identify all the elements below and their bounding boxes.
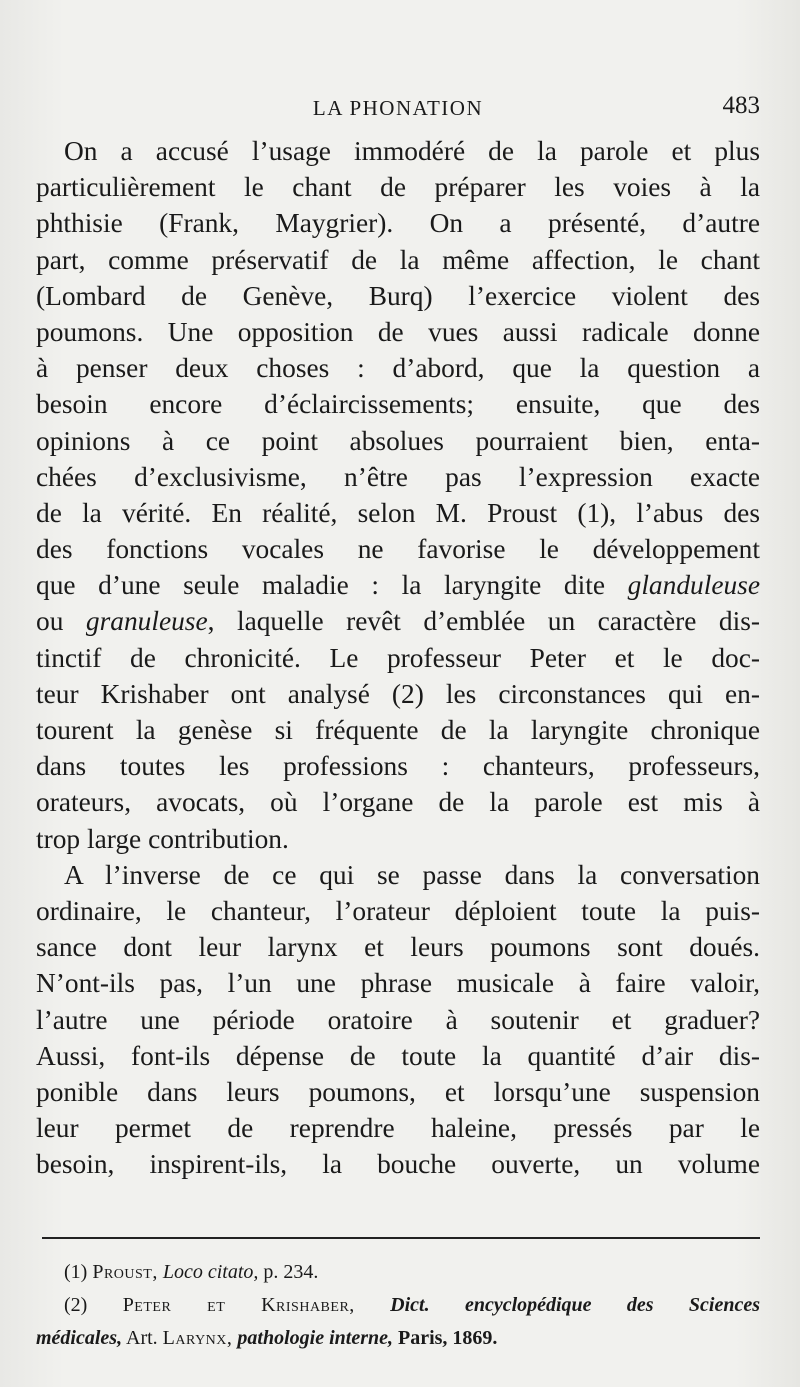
footnote-1 (36, 1256, 760, 1289)
text-line: de la vérité. En réalité, selon M. Proust (1), l’abus des (36, 497, 760, 528)
text-line: teur Krishaber ont analysé (2) les circonstances qui en- (36, 678, 760, 709)
text-line: ordinaire, le chanteur, l’orateur déploient toute la puis- (36, 895, 760, 926)
text-line: poumons. Une opposition de vues aussi radicale donne (36, 316, 760, 347)
footnote-2-place-year: Paris, 1869. (397, 1327, 498, 1349)
footnote-1-work: Loco citato, (162, 1261, 259, 1283)
text-line: leur permet de reprendre haleine, pressés par le (36, 1113, 760, 1144)
footnote-2-continued (36, 1322, 760, 1355)
body-text (36, 133, 760, 1182)
text-line: opinions à ce point absolues pourraient bien, enta- (36, 425, 760, 456)
page-header (36, 92, 760, 124)
running-title: LA PHONATION (312, 96, 484, 120)
footnote-2-authors: Peter et Krishaber, (122, 1294, 355, 1316)
text-line: On a accusé l’usage immodéré de la parole et plus (64, 136, 760, 166)
text-line: besoin encore d’éclaircissements; ensuite, que des (36, 389, 760, 420)
text-line: à penser deux choses : d’abord, que la question a (36, 353, 760, 384)
text-line: Aussi, font-ils dépense de toute la quantité d’air dis- (36, 1040, 760, 1071)
text-line: particulièrement le chant de préparer les voies à la (36, 172, 760, 203)
text-line: ou granuleuse, laquelle revêt d’emblée un caractère dis- (36, 606, 760, 637)
text-line: besoin, inspirent-ils, la bouche ouverte, un volume (36, 1149, 760, 1180)
text-line: ponible dans leurs poumons, et lorsqu’une suspension (36, 1076, 760, 1107)
text-line: chées d’exclusivisme, n’être pas l’expression exacte (36, 461, 760, 492)
text-line: orateurs, avocats, où l’organe de la parole est mis à (36, 787, 760, 818)
footnote-2 (36, 1289, 760, 1322)
footnote-2-work-cont: médicales, (36, 1327, 123, 1349)
footnote-2-section: pathologie interne, (237, 1327, 393, 1349)
text-line: l’autre une période oratoire à soutenir et graduer? (36, 1004, 760, 1035)
text-line: phthisie (Frank, Maygrier). On a présenté, d’autre (36, 208, 760, 239)
text-line: part, comme préservatif de la même affection, le chant (36, 244, 760, 275)
text-line: que d’une seule maladie : la laryngite dite glanduleuse (36, 570, 760, 601)
footnote-2-art: Art. (126, 1327, 158, 1349)
footnote-2-mark: (2) (64, 1294, 88, 1316)
text-line: des fonctions vocales ne favorise le développement (36, 534, 760, 565)
text-line: A l’inverse de ce qui se passe dans la conversation (64, 859, 760, 890)
text-line: trop large contribution. (36, 823, 289, 854)
text-line: dans toutes les professions : chanteurs, professeurs, (36, 751, 760, 782)
footnote-1-rest: p. 234. (263, 1261, 319, 1283)
text-line: sance dont leur larynx et leurs poumons sont doués. (36, 932, 760, 963)
text-line: (Lombard de Genève, Burq) l’exercice violent des (36, 280, 760, 311)
page-number: 483 (722, 92, 760, 119)
footnotes (36, 1256, 760, 1355)
text-line: tinctif de chronicité. Le professeur Peter et le doc- (36, 642, 760, 673)
footnote-2-work: Dict. encyclopédique des Sciences (390, 1294, 760, 1316)
footnote-rule (42, 1237, 760, 1239)
footnote-2-article: Larynx, (162, 1327, 233, 1349)
footnote-1-author: Proust, (92, 1261, 158, 1283)
text-line: tourent la genèse si fréquente de la laryngite chronique (36, 715, 760, 745)
footnote-1-mark: (1) (64, 1261, 88, 1283)
text-line: N’ont-ils pas, l’un une phrase musicale à faire valoir, (36, 968, 760, 999)
